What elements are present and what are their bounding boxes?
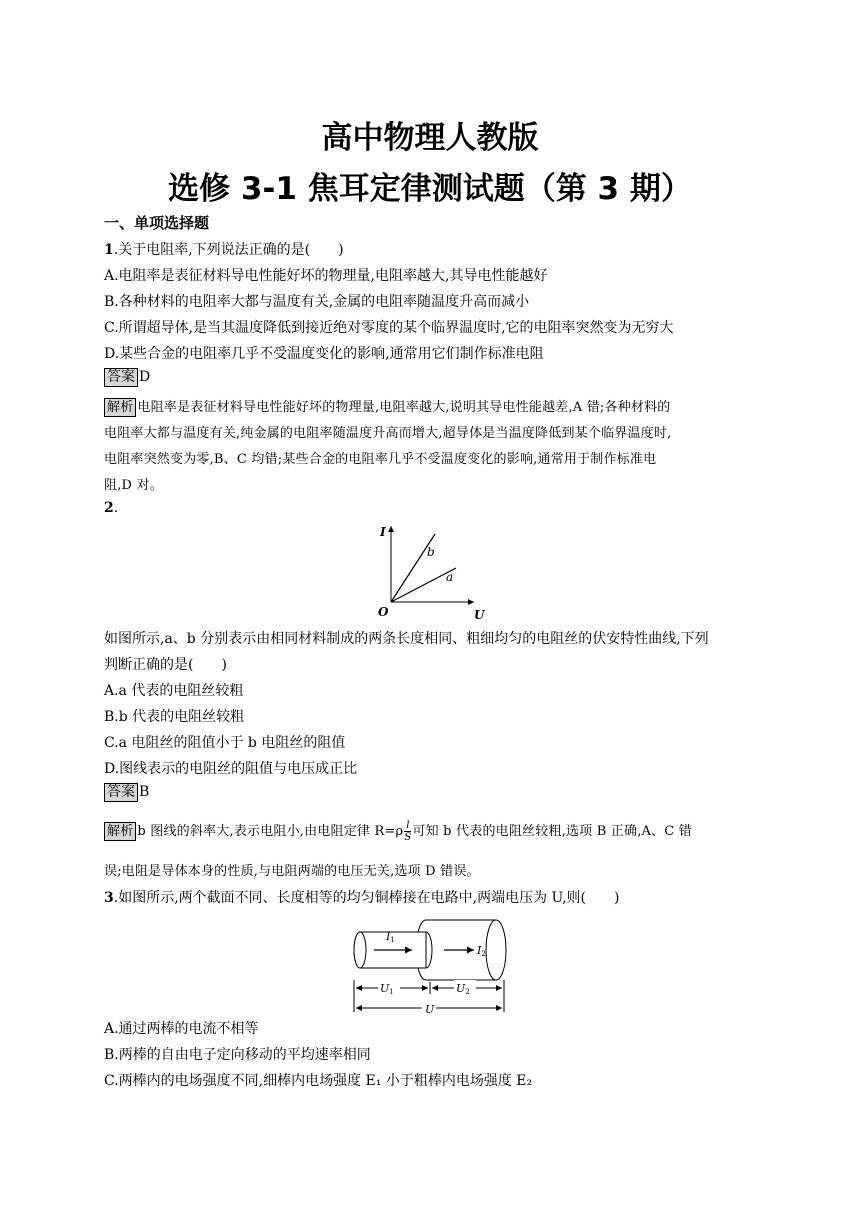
question-1-analysis-line-2: 电阻率大都与温度有关,纯金属的电阻率随温度升高而增大,超导体是当温度降低到某个临界温度时, bbox=[104, 426, 672, 441]
question-2-analysis-line-2: 误;电阻是导体本身的性质,与电阻两端的电压无关,选项 D 错误。 bbox=[104, 864, 480, 879]
question-2-answer-value: B bbox=[139, 784, 150, 800]
question-1-option-c: C.所谓超导体,是当其温度降低到接近绝对零度的某个临界温度时,它的电阻率突然变为无穷大 bbox=[104, 320, 674, 336]
question-3-stem: 3.如图所示,两个截面不同、长度相等的均匀铜棒接在电路中,两端电压为 U,则( ) bbox=[104, 890, 620, 906]
copper-rods-figure bbox=[346, 912, 516, 1016]
voltage-label-u2: U2 bbox=[456, 982, 470, 996]
question-1-option-a: A.电阻率是表征材料导电性能好坏的物理量,电阻率越大,其导电性能越好 bbox=[104, 268, 548, 284]
y-axis-label: I bbox=[380, 525, 386, 539]
question-1-analysis-line-4: 阻,D 对。 bbox=[104, 478, 163, 493]
question-2-option-b: B.b 代表的电阻丝较粗 bbox=[104, 709, 245, 725]
question-2-option-d: D.图线表示的电阻丝的阻值与电压成正比 bbox=[104, 761, 358, 777]
document-subtitle: 选修 3-1 焦耳定律测试题（第 3 期） bbox=[168, 171, 692, 207]
question-1-answer-value: D bbox=[139, 369, 151, 385]
question-1-analysis-line-3: 电阻率突然变为零,B、C 均错;某些合金的电阻率几乎不受温度变化的影响,通常用于制作标准电 bbox=[104, 452, 657, 467]
answer-tag: 答案 bbox=[104, 368, 138, 387]
answer-tag: 答案 bbox=[104, 783, 138, 802]
question-1-stem bbox=[104, 239, 344, 259]
document-title: 高中物理人教版 bbox=[321, 120, 539, 156]
question-1-analysis-line-1: 解析 电阻率是表征材料导电性能好坏的物理量,电阻率越大,说明其导电性能越差,A 错;各种材料的 bbox=[104, 396, 671, 417]
question-2-option-a: A.a 代表的电阻丝较粗 bbox=[104, 683, 244, 699]
voltage-label-u1: U1 bbox=[380, 982, 394, 996]
question-1-answer bbox=[104, 368, 150, 387]
question-3-option-b: B.两棒的自由电子定向移动的平均速率相同 bbox=[104, 1047, 371, 1063]
question-1-text: .关于电阻率,下列说法正确的是( ) bbox=[113, 242, 344, 258]
question-1-option-b: B.各种材料的电阻率大都与温度有关,金属的电阻率随温度升高而减小 bbox=[104, 294, 530, 310]
section-heading: 一、单项选择题 bbox=[104, 214, 210, 232]
question-2-answer bbox=[104, 783, 149, 802]
current-label-i1: I1 bbox=[386, 930, 395, 944]
line-a-label: a bbox=[446, 570, 454, 584]
voltage-label-u: U bbox=[425, 1003, 435, 1016]
question-3-option-c: C.两棒内的电场强度不同,细棒内电场强度 E₁ 小于粗棒内电场强度 E₂ bbox=[104, 1073, 533, 1089]
question-2-stem-line-2: 判断正确的是( ) bbox=[104, 657, 227, 673]
analysis-tag: 解析 bbox=[104, 398, 136, 417]
question-2-analysis-line-1: 解析 b 图线的斜率大,表示电阻小,由电阻定律 R=ρ $\frac{l}{S}$ 可知 b 代表的电阻丝较粗,选项 B 正确,A、C 错 bbox=[104, 820, 692, 843]
question-1-option-d: D.某些合金的电阻率几乎不受温度变化的影响,通常用它们制作标准电阻 bbox=[104, 346, 544, 362]
question-3-option-a: A.通过两棒的电流不相等 bbox=[104, 1021, 259, 1037]
question-2-stem: 2. bbox=[104, 500, 119, 516]
iu-graph-figure bbox=[368, 520, 492, 620]
question-3-number: 3 bbox=[104, 890, 114, 906]
line-b-label: b bbox=[427, 545, 435, 559]
analysis-tag: 解析 bbox=[104, 822, 136, 841]
question-2-option-c: C.a 电阻丝的阻值小于 b 电阻丝的阻值 bbox=[104, 735, 346, 751]
current-label-i2: I2 bbox=[477, 944, 486, 958]
origin-label: O bbox=[378, 605, 389, 619]
question-2-number: 2 bbox=[104, 500, 114, 516]
question-2-stem-line-1: 如图所示,a、b 分别表示由相同材料制成的两条长度相同、粗细均匀的电阻丝的伏安特性曲线,下列 bbox=[104, 631, 709, 647]
question-1-number: 1 bbox=[104, 242, 114, 258]
x-axis-label: U bbox=[474, 608, 485, 620]
resistance-formula-fraction: $\frac{l}{S}$ bbox=[404, 820, 412, 843]
